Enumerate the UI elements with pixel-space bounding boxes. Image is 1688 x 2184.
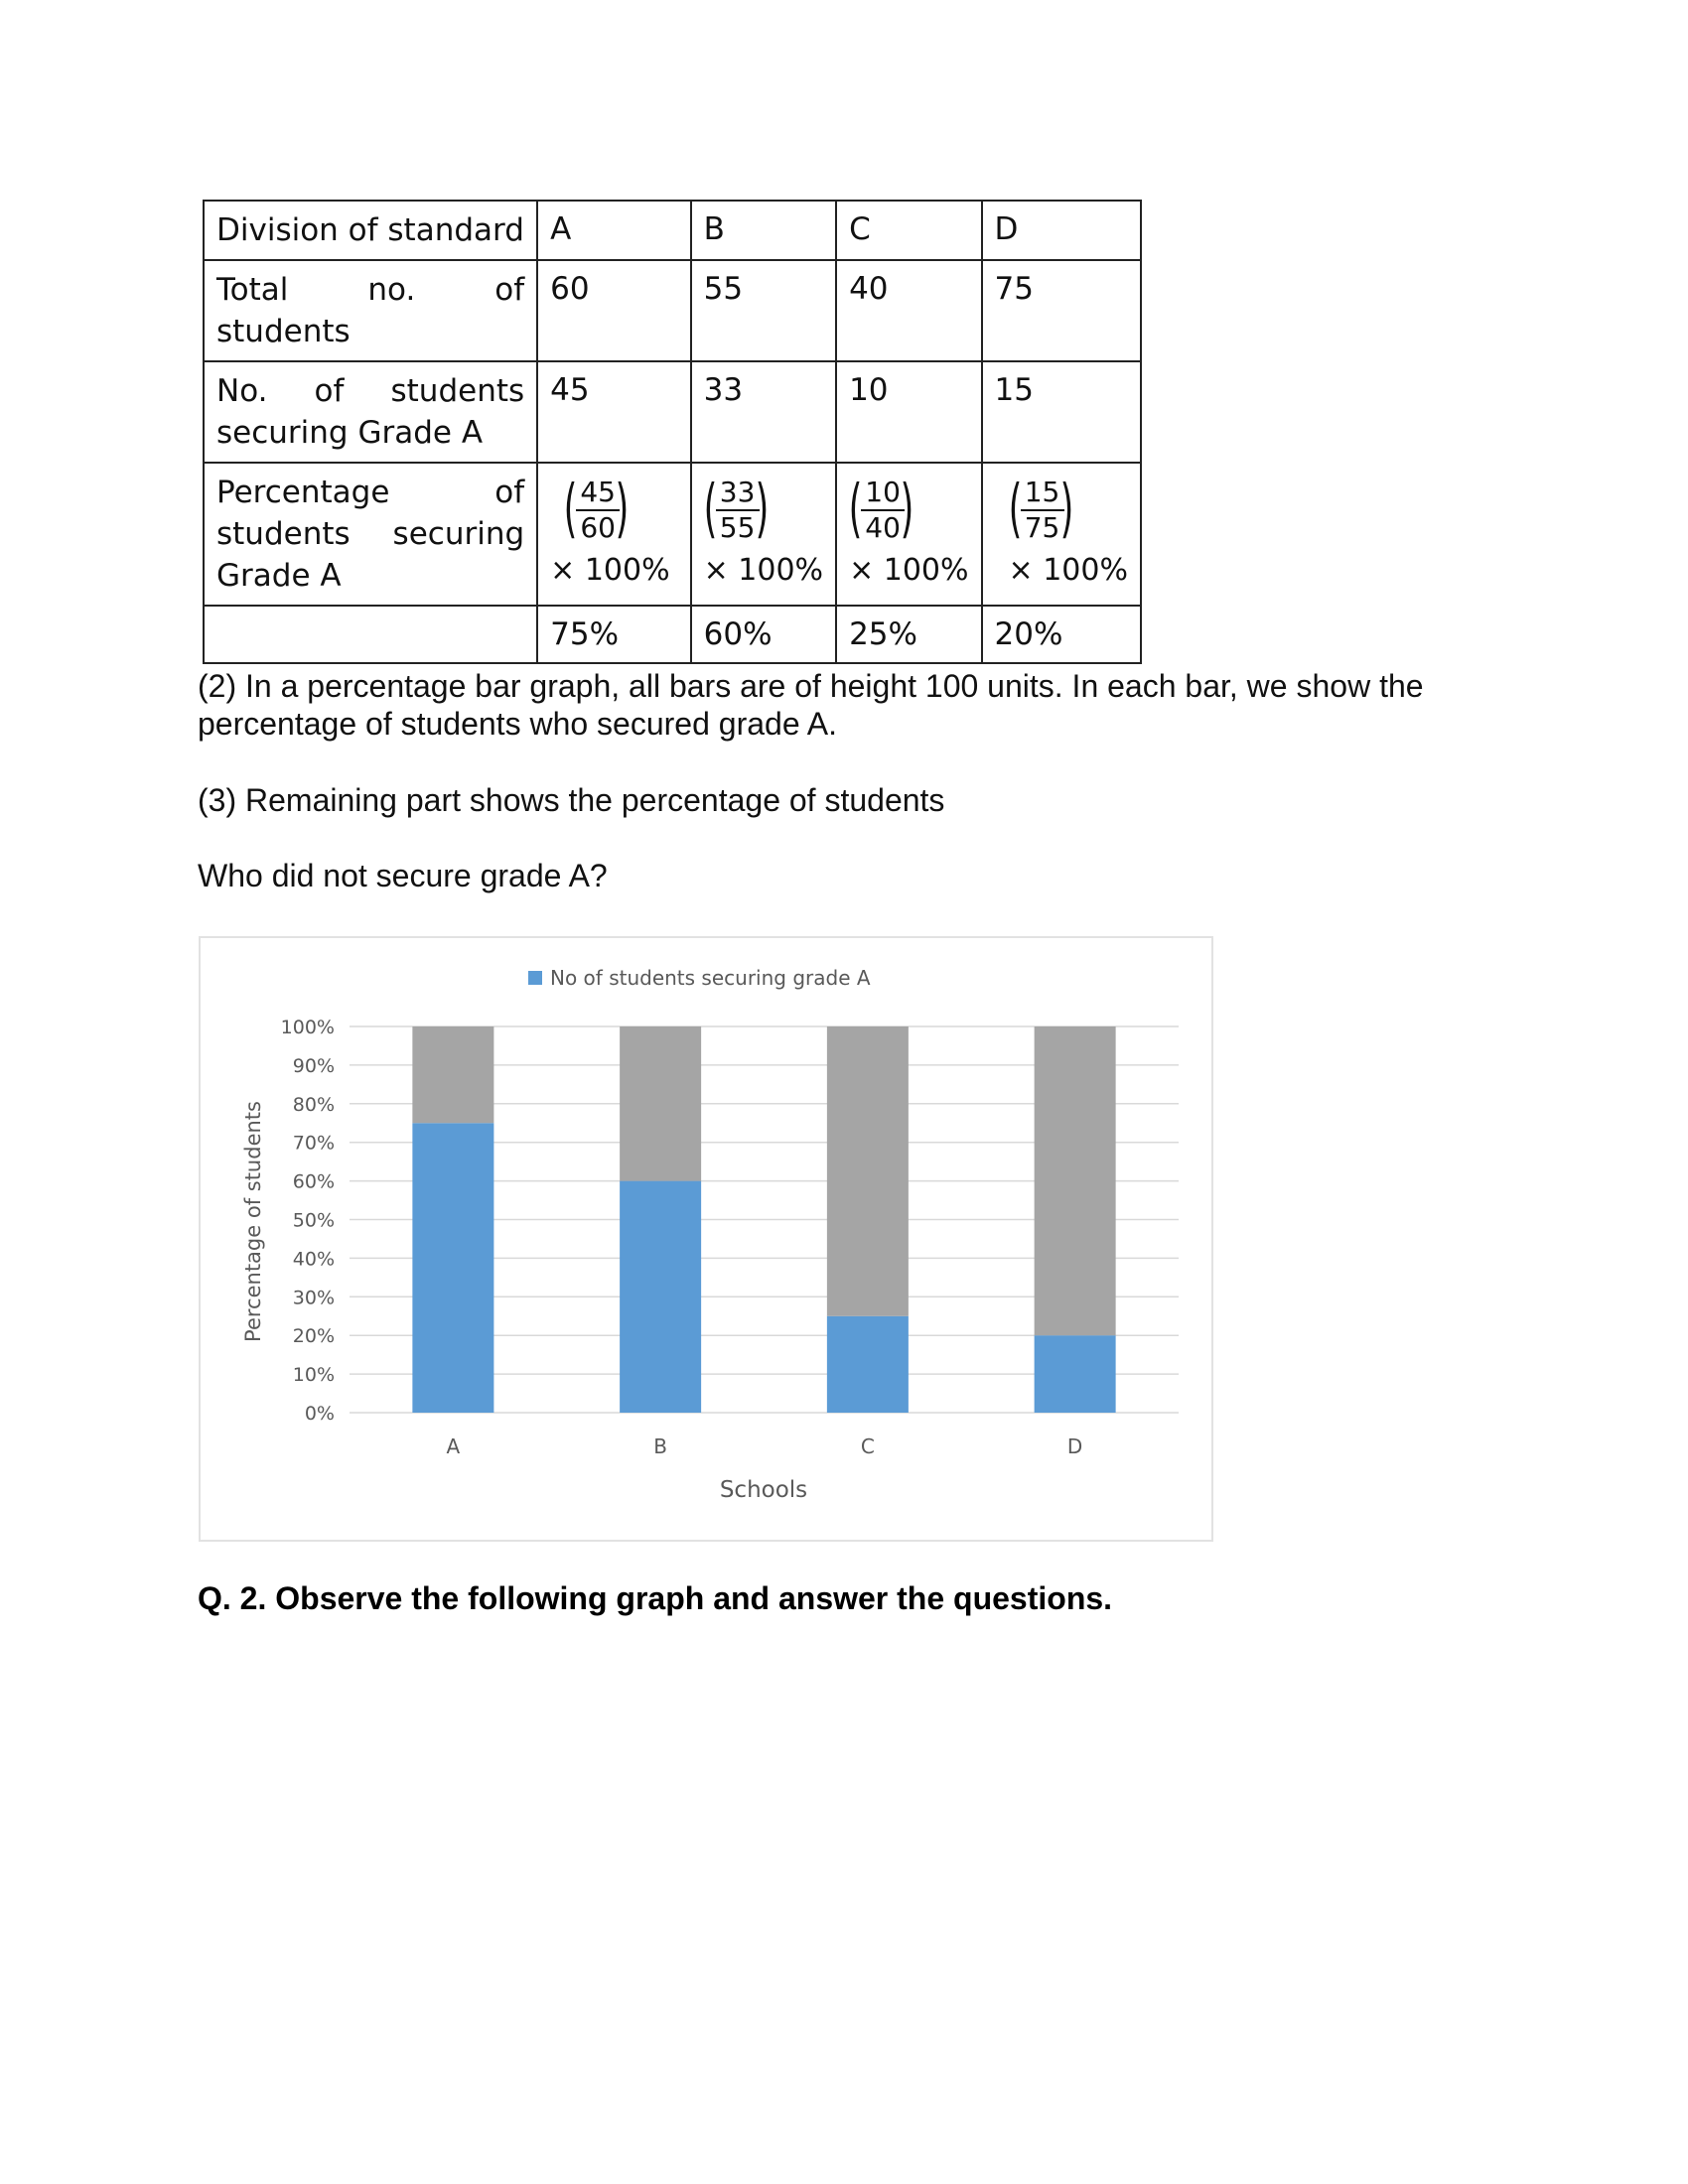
table-cell: 75%: [537, 606, 690, 663]
percentage-label-line1: Percentage of: [216, 475, 525, 510]
fraction-denominator: 55: [719, 511, 756, 544]
fraction-cell: ( $\frac{33}{55}$ ) × 100%: [691, 463, 836, 606]
fraction-numerator: 15: [1021, 476, 1064, 511]
table-cell: 33: [691, 361, 836, 463]
table-row: [204, 260, 1141, 361]
paragraph-2-line1: (2) In a percentage bar graph, all bars are of height 100 units. In each bar, we show the: [198, 668, 1424, 704]
y-tick-label: 60%: [292, 1170, 335, 1193]
grade-a-label-line2: securing Grade A: [216, 415, 484, 451]
legend-label: No of students securing grade A: [550, 966, 871, 990]
bar-segment-b-0: [620, 1181, 701, 1413]
times-100-percent: × 100%: [550, 553, 670, 588]
percentage-bar-chart: [199, 936, 1213, 1542]
table-header-label: Division of standard: [204, 201, 537, 260]
bar-segment-a-0: [412, 1123, 493, 1413]
table-cell: 75: [982, 260, 1141, 361]
grade-table: [203, 200, 1142, 664]
y-tick-label: 90%: [292, 1054, 335, 1077]
question-2-heading: Q. 2. Observe the following graph and answer the questions.: [198, 1580, 1113, 1616]
table-row: [204, 463, 1141, 606]
bar-segment-c-1: [827, 1026, 909, 1316]
y-tick-label: 80%: [292, 1093, 335, 1116]
fraction-denominator: 60: [580, 511, 616, 544]
table-cell: 60%: [691, 606, 836, 663]
times-100-percent: × 100%: [1008, 553, 1128, 588]
chart-svg: [201, 938, 1211, 1540]
y-tick-label: 20%: [292, 1325, 335, 1348]
table-cell: 15: [982, 361, 1141, 463]
table-header-d: D: [982, 201, 1141, 260]
total-students-label: Total no. of students: [204, 260, 537, 361]
x-tick-label: C: [860, 1434, 875, 1458]
table-cell: 60: [537, 260, 690, 361]
x-tick-label: A: [446, 1434, 461, 1458]
fraction-numerator: 45: [576, 476, 620, 511]
table-cell: 10: [836, 361, 981, 463]
y-tick-label: 50%: [292, 1209, 335, 1232]
table-row: [204, 361, 1141, 463]
y-tick-label: 30%: [292, 1287, 335, 1309]
y-tick-label: 40%: [292, 1248, 335, 1271]
grade-a-label-line1: No. of students: [216, 373, 525, 409]
x-tick-label: B: [653, 1434, 667, 1458]
paragraph-2: [198, 667, 1488, 743]
fraction-cell: ( $\frac{10}{40}$ ) × 100%: [836, 463, 981, 606]
paragraph-4: Who did not secure grade A?: [198, 858, 608, 893]
paragraph-3: (3) Remaining part shows the percentage of students: [198, 782, 945, 818]
table-cell: 45: [537, 361, 690, 463]
fraction-numerator: 33: [716, 476, 760, 511]
y-tick-label: 70%: [292, 1132, 335, 1155]
legend-swatch: [528, 971, 542, 985]
percentage-label-line3: Grade A: [216, 558, 342, 594]
table-cell: 40: [836, 260, 981, 361]
y-tick-label: 10%: [292, 1364, 335, 1387]
bar-segment-b-1: [620, 1026, 701, 1181]
times-100-percent: × 100%: [703, 553, 824, 588]
fraction-denominator: 75: [1024, 511, 1060, 544]
result-label: [204, 606, 537, 663]
table-header-a: A: [537, 201, 690, 260]
fraction-cell: ( $\frac{45}{60}$ ) × 100%: [537, 463, 690, 606]
table-header-b: B: [691, 201, 836, 260]
table-cell: 20%: [982, 606, 1141, 663]
times-100-percent: × 100%: [849, 553, 969, 588]
bar-segment-d-0: [1035, 1335, 1116, 1413]
fraction-denominator: 40: [865, 511, 901, 544]
fraction-numerator: 10: [861, 476, 905, 511]
y-tick-label: 100%: [280, 1017, 335, 1038]
table-cell: 25%: [836, 606, 981, 663]
bar-segment-a-1: [412, 1026, 493, 1123]
table-cell: 55: [691, 260, 836, 361]
bar-segment-d-1: [1035, 1026, 1116, 1335]
x-tick-label: D: [1066, 1434, 1083, 1458]
x-axis-title: Schools: [719, 1477, 808, 1503]
fraction-cell: ( $\frac{15}{75}$ ) × 100%: [982, 463, 1141, 606]
table-row: [204, 201, 1141, 260]
percentage-label: [204, 463, 537, 606]
y-axis-title: Percentage of students: [241, 1101, 265, 1342]
bar-segment-c-0: [827, 1316, 909, 1413]
paragraph-2-line2: percentage of students who secured grade A.: [198, 706, 837, 742]
table-header-c: C: [836, 201, 981, 260]
percentage-label-line2: students securing: [216, 516, 525, 552]
table-row: [204, 606, 1141, 663]
y-tick-label: 0%: [304, 1403, 335, 1425]
grade-a-label: [204, 361, 537, 463]
